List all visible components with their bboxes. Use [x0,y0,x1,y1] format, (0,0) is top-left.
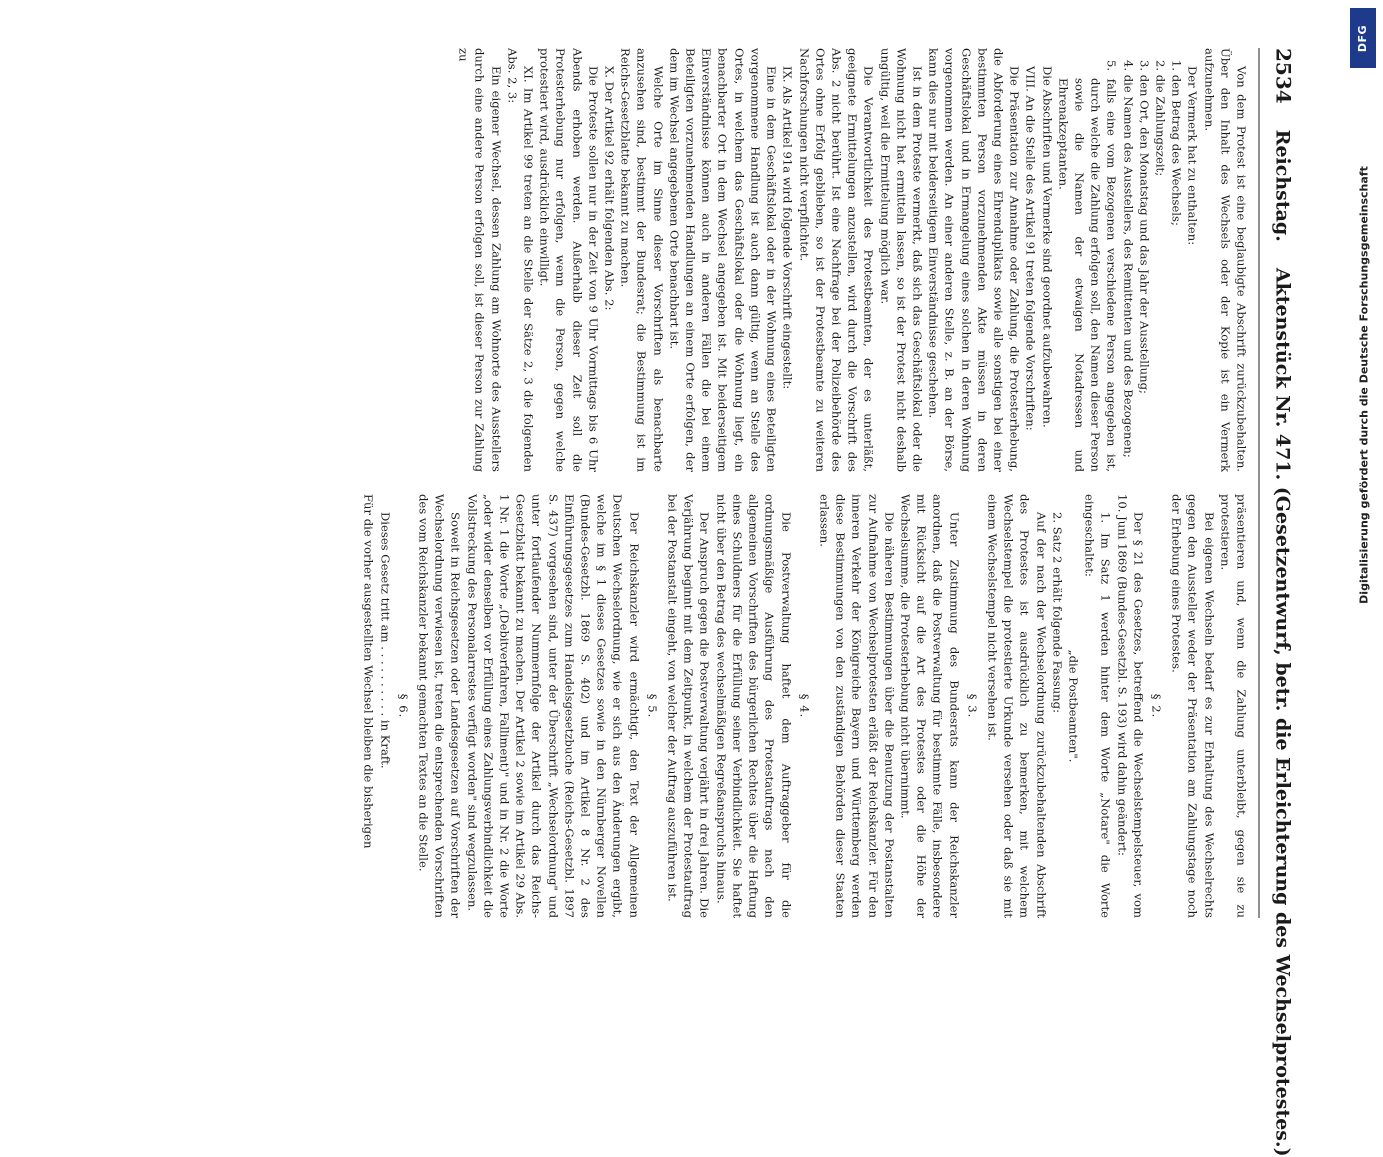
paragraph: Eine in dem Geschäftslokal oder in der Wohnung eines Beteiligten vorgenommene Handlung ist auch dann gültig, wenn an Stelle des Ortes, in welchem das Geschäftslokal oder die Wohnung liegt, ein benachbarter Ort in dem Wechsel angegeben ist. Mit beiderseitigem Einverständnisse können auch in anderen Fällen die bei einem Beteiligten vorzunehmenden Handlungen an einem Orte erfolgen, der dem im Wechsel angegebenen Orte benachbart ist. [666,48,779,472]
paragraph: Die Abschriften und Vermerke sind geordnet aufzubewahren. [1039,66,1054,428]
list-item: 1. den Betrag des Wechsels; [1169,60,1184,226]
document-page [50,48,1295,1157]
list-item: 5. falls eine vom Bezogenen verschiedene Person angegeben ist, durch welche die Zahlung erfolgen soll, den Namen dieser Person sowie die Namen der etwaigen Notadressen und Ehrenakzeptanten. [1055,60,1119,472]
page-header [1258,48,1295,1157]
paragraph: Welche Orte im Sinne dieser Vorschriften als benachbarte anzusehen sind, bestimmt der Bundesrat; die Bestimmung ist im Reichs-Gesetzblatte bekannt zu machen. [618,48,665,472]
list-item: 3. den Ort, den Monatstag und das Jahr der Ausstellung; [1136,60,1151,394]
paragraph: Die näheren Bestimmungen über die Benutzung der Postanstalten zur Aufnahme von Wechselprotesten erläßt der Reichskanzler. Für den inneren Verkehr der Königreiche Bayern und Württemberg werden diese Bestimmungen von den zuständigen Behörden dieser Staaten erlassen. [816,494,896,918]
section-heading: XI. Im Artikel 99 treten an die Stelle der Sätze 2, 3 die folgenden Abs. 2, 3: [504,48,536,472]
section-heading: IX. Als Artikel 91a wird folgende Vorschrift eingestellt: [780,66,795,390]
paragraph: Bei eigenen Wechseln bedarf es zur Erhaltung des Wechselrechts gegen den Aussteller weder der Präsentation am Zahlungstage noch der Erhebung eines Protestes. [1169,494,1216,918]
paragraph: Die Postverwaltung haftet dem Auftraggeber für die ordnungsmäßige Ausführung des Protestauftrags nach den allgemeinen Vorschriften des bürgerlichen Rechtes über die Haftung eines Schuldners für die Erfüllung seiner Verbindlichkeit. Sie haftet nicht über den Betrag des wechselmäßigen Regreßanspruchs hinaus. [713,494,793,918]
dfg-logo [1350,8,1376,68]
paragraph-heading: § 3. [964,693,979,719]
paragraph: Die Präsentation zur Annahme oder Zahlung, die Protesterhebung, die Abforderung eines Ehrenduplikats sowie alle sonstigen bei einer bestimmten Person vorzunehmenden Akte müssen in deren Geschäftslokal und in Ermangelung eines solchen in deren Wohnung vorgenommen werden. An einer anderen Stelle, z. B. an der Börse, kann dies nur mit beiderseitigem Einverständnisse geschehen. [926,48,1022,472]
section-heading: VIII. An die Stelle des Artikel 91 treten folgende Vorschriften: [1023,66,1038,431]
paragraph: Von dem Protest ist eine beglaubigte Abschrift zurückzubehalten. Über den Inhalt des Wechsels oder der Kopie ist ein Vermerk aufzunehmen. [1201,48,1248,472]
paragraph: 1. Im Satz 1 werden hinter dem Worte „Notare" die Worte eingeschaltet: [1082,494,1113,918]
paragraph: Für die vorher ausgestellten Wechsel bleiben die bisherigen [361,494,376,849]
header-section: Reichstag. [1271,129,1293,242]
paragraph: Die Verantwortlichkeit des Protestbeamten, der es unterläßt, geeignete Ermittelungen anzustellen, wird durch die Vorschrift des Abs. 2 nicht berührt. Ist eine Nachfrage bei der Polizeibehörde des Ortes ohne Erfolg geblieben, so ist der Protestbeamte zu weiteren Nachforschungen nicht verpflichtet. [796,48,876,472]
paragraph: Der Vermerk hat zu enthalten: [1185,66,1200,246]
dfg-logo-text: DFG [1356,24,1370,52]
paragraph: Die Proteste sollen nur in der Zeit von 9 Uhr Vormittags bis 6 Uhr Abends erhoben werden. Außerhalb dieser Zeit soll die Protesterhebung nur erfolgen, wenn die Person, gegen welche protestiert wird, ausdrücklich einwilligt. [537,48,600,472]
list-item: 4. die Namen des Ausstellers, des Remittenten und des Bezogenen; [1120,60,1135,458]
paragraph: 2. Satz 2 erhält folgende Fassung: [1049,512,1064,713]
paragraph-heading: § 4. [796,693,811,719]
header-title: Aktenstück Nr. 471. (Gesetzentwurf, betr. die Erleichterung des Wechselprotestes.) [1271,267,1293,1157]
right-column [50,494,1249,918]
paragraph-heading: § 5. [644,693,659,719]
paragraph: „die Postbeamten". [1065,649,1080,763]
paragraph: präsentieren und, wenn die Zahlung unterbleibt, gegen sie zu protestieren. [1217,494,1248,918]
paragraph: Ist in dem Proteste vermerkt, daß sich das Geschäftslokal oder die Wohnung nicht hat ermitteln lassen, so ist der Protest nicht deshalb ungültig, weil die Ermittelung möglich war. [877,48,924,472]
paragraph: Der Reichskanzler wird ermächtigt, den Text der Allgemeinen Deutschen Wechselordnung, wie er sich aus den Änderungen ergibt, welche im § 1 dieses Gesetzes sowie in den Nürnberger Novellen (Bundes-Gesetzbl. 1869 S. 402) und im Artikel 8 Nr. 2 des Einführungsgesetzes zum Handelsgesetzbuche (Reichs-Gesetzbl. 1897 S. 437) vorgesehen sind, unter der Überschrift „Wechselordnung" und unter fortlaufender Nummernfolge der Artikel durch das Reichs-Gesetzblatt bekannt zu machen. Der Artikel 2 sowie im Artikel 29 Abs. 1 Nr. 1 die Worte „(Debitverfahren, Falliment)" und in Nr. 2 die Worte „oder wider denselben vor Erfüllung eines Zahlungsverbindlichkeit die Vollstreckung des Personalarrestes verfügt worden" sind wegzulassen. [464,494,641,918]
paragraph: Auf der nach der Wechselordnung zurückzubehaltenden Abschrift des Protestes ist ausdrücklich zu bemerken, mit welchem Wechselstempel die protestierte Urkunde versehen oder daß sie mit einem Wechselstempel nicht versehen ist. [984,494,1048,918]
paragraph: Dieses Gesetz tritt am . . . . . . . . . . in Kraft. [377,512,392,769]
section-heading: X. Der Artikel 92 erhält folgenden Abs. 2: [602,66,617,311]
paragraph: Der § 21 des Gesetzes, betreffend die Wechselstempelsteuer, vom 10. Juni 1869 (Bundes-Gesetzbl. S. 193) wird dahin geändert: [1114,494,1145,918]
scanned-page-area [50,48,1295,1157]
page-number: 2534 [1271,48,1295,104]
text-columns [50,48,1249,918]
credit-strip [1346,0,1383,1000]
paragraph: Soweit in Reichsgesetzen oder Landesgesetzen auf Vorschriften der Wechselordnung verwiesen ist, treten die entsprechenden Vorschriften des vom Reichskanzler bekannt gemachten Textes an die Stelle. [416,494,463,918]
paragraph: Ein eigener Wechsel, dessen Zahlung am Wohnorte des Ausstellers durch eine andere Person erfolgen soll, ist dieser Person zur Zahlung zu [456,48,503,472]
list-item: 2. die Zahlungszeit; [1152,60,1167,177]
paragraph: Der Anspruch gegen die Postverwaltung verjährt in drei Jahren. Die Verjährung beginnt mit dem Zeitpunkt, in welchem der Protestauftrag bei der Postanstalt eingeht, von welcher der Auftrag auszuführen ist. [665,494,712,918]
paragraph-heading: § 6. [395,693,410,719]
digitization-credit: Digitalisierung gefördert durch die Deutsche Forschungsgemeinschaft [1357,166,1371,604]
paragraph-heading: § 2. [1148,693,1163,719]
left-column [50,48,1249,472]
paragraph: Unter Zustimmung des Bundesrats kann der Reichskanzler anordnen, daß die Postverwaltung für bestimmte Fälle, insbesondere mit Rücksicht auf die Art des Protestes oder die Höhe der Wechselsumme, die Protesterhebung nicht übernimmt. [897,494,961,918]
